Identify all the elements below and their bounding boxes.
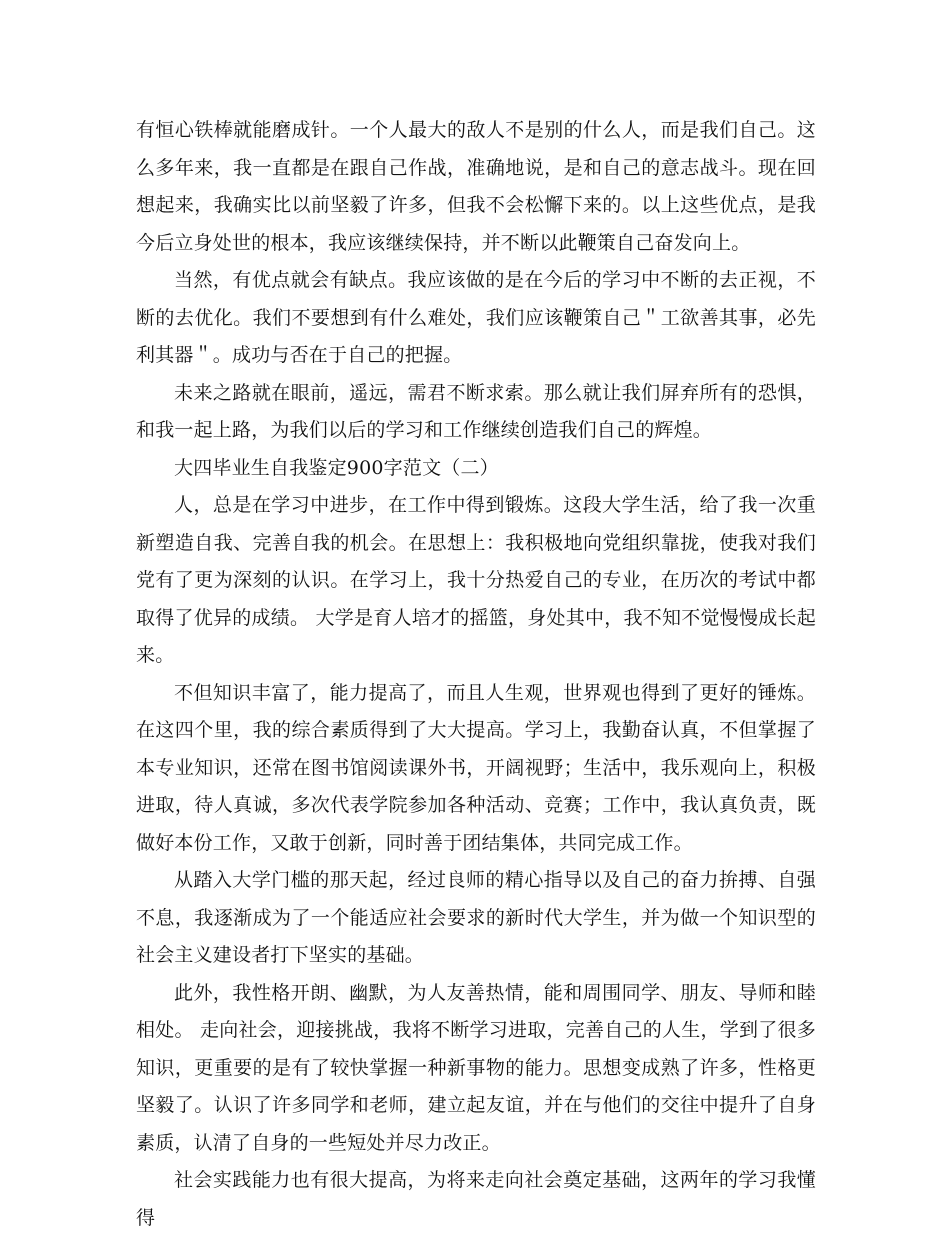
paragraph-university-entry: 从踏入大学门槛的那天起，经过良师的精心指导以及自己的奋力拚搏、自强不息，我逐渐成为了一个能适应社会要求的新时代大学生，并为做一个知识型的社会主义建设者打下坚实的基础。 (136, 869, 816, 966)
paragraph-growth: 人，总是在学习中进步，在工作中得到锻炼。这段大学生活，给了我一次重新塑造自我、完善自我的机会。在思想上：我积极地向党组织靠拢，使我对我们党有了更为深刻的认识。在学习上，我十分热爱自己的专业，在历次的考试中都取得了优异的成绩。 大学是育人培才的摇篮，身处其中，我不知不觉慢慢成长起来。 (136, 494, 816, 666)
paragraph-personality: 此外，我性格开朗、幽默，为人友善热情，能和周围同学、朋友、导师和睦相处。 走向社会，迎接挑战，我将不断学习进取，完善自己的人生，学到了很多知识，更重要的是有了较快掌握一种新事物的能力。思想变成熟了许多，性格更坚毅了。认识了许多同学和老师，建立起友谊，并在与他们的交往中提升了自身素质，认清了自身的一些短处并尽力改正。 (136, 981, 816, 1154)
paragraph-social-practice: 社会实践能力也有很大提高，为将来走向社会奠定基础，这两年的学习我懂得 (136, 1169, 816, 1229)
paragraph-knowledge: 不但知识丰富了，能力提高了，而且人生观，世界观也得到了更好的锤炼。在这四个里，我的综合素质得到了大大提高。学习上，我勤奋认真，不但掌握了本专业知识，还常在图书馆阅读课外书，开阔视野；生活中，我乐观向上，积极进取，待人真诚，多次代表学院参加各种活动、竞赛；工作中，我认真负责，既做好本份工作，又敢于创新，同时善于团结集体，共同完成工作。 (136, 681, 816, 854)
paragraph-shortcomings: 当然，有优点就会有缺点。我应该做的是在今后的学习中不断的去正视，不断的去优化。我们不要想到有什么难处，我们应该鞭策自己＂工欲善其事，必先利其器＂。成功与否在于自己的把握。 (136, 269, 816, 366)
paragraph-continuation: 有恒心铁棒就能磨成针。一个人最大的敌人不是别的什么人，而是我们自己。这么多年来，我一直都是在跟自己作战，准确地说，是和自己的意志战斗。现在回想起来，我确实比以前坚毅了许多，但我不会松懈下来的。以上这些优点，是我今后立身处世的根本，我应该继续保持，并不断以此鞭策自己奋发向上。 (136, 119, 816, 254)
document-body (136, 112, 816, 1237)
paragraph-future-road: 未来之路就在眼前，遥远，需君不断求索。那么就让我们屏弃所有的恐惧，和我一起上路，为我们以后的学习和工作继续创造我们自己的辉煌。 (136, 381, 816, 441)
section-heading: 大四毕业生自我鉴定900字范文（二） (174, 456, 499, 479)
